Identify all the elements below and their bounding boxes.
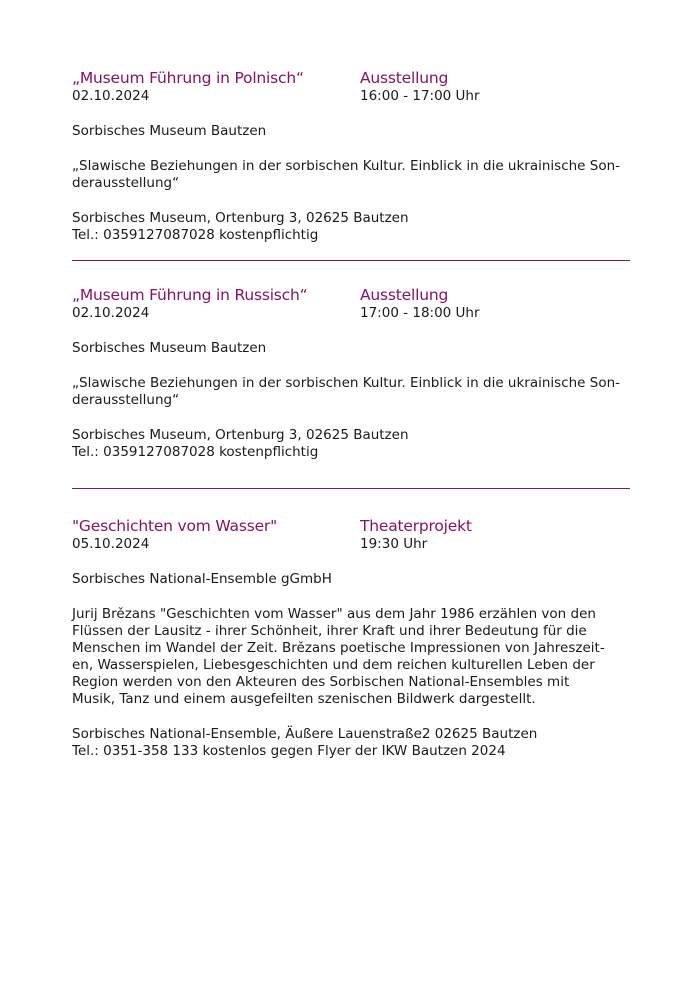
event-category: Theaterprojekt xyxy=(360,517,472,535)
description-line: derausstellung“ xyxy=(72,175,180,191)
description-line: Flüssen der Lausitz - ihrer Schönheit, ihrer Kraft und ihrer Bedeutung für die xyxy=(72,623,587,639)
event-category: Ausstellung xyxy=(360,286,449,304)
event-entry xyxy=(72,286,630,461)
event-header xyxy=(72,286,630,305)
description-line: Menschen im Wandel der Zeit. Brězans poetische Impressionen von Jahreszeit- xyxy=(72,640,605,656)
event-title: "Geschichten vom Wasser" xyxy=(72,517,278,535)
event-title: „Museum Führung in Polnisch“ xyxy=(72,69,304,87)
event-time: 19:30 Uhr xyxy=(360,536,428,552)
description-line: derausstellung“ xyxy=(72,392,180,408)
event-address xyxy=(72,427,630,461)
description-line: Musik, Tanz und einem ausgefeilten szenischen Bildwerk dargestellt. xyxy=(72,691,536,707)
event-meta xyxy=(72,536,630,553)
event-time: 16:00 - 17:00 Uhr xyxy=(360,88,480,104)
description-line: „Slawische Beziehungen in der sorbischen Kultur. Einblick in die ukrainische Son- xyxy=(72,375,621,391)
contact-line: Tel.: 0351-358 133 kostenlos gegen Flyer der IKW Bautzen 2024 xyxy=(72,743,506,759)
event-title: „Museum Führung in Russisch“ xyxy=(72,286,308,304)
event-header xyxy=(72,517,630,536)
event-description xyxy=(72,158,630,192)
description-line: Jurij Brězans "Geschichten vom Wasser" aus dem Jahr 1986 erzählen von den xyxy=(72,606,596,622)
address-line: Sorbisches National-Ensemble, Äußere Lauenstraße2 02625 Bautzen xyxy=(72,726,538,742)
description-line: Region werden von den Akteuren des Sorbischen National-Ensembles mit xyxy=(72,674,570,690)
event-organizer: Sorbisches Museum Bautzen xyxy=(72,340,267,356)
event-meta xyxy=(72,305,630,322)
event-organizer: Sorbisches Museum Bautzen xyxy=(72,123,267,139)
event-header xyxy=(72,69,630,88)
description-line: en, Wasserspielen, Liebesgeschichten und dem reichen kulturellen Leben der xyxy=(72,657,595,673)
event-date: 05.10.2024 xyxy=(72,536,150,552)
event-date: 02.10.2024 xyxy=(72,305,150,321)
event-category: Ausstellung xyxy=(360,69,449,87)
event-entry xyxy=(72,69,630,244)
event-address xyxy=(72,210,630,244)
event-meta xyxy=(72,88,630,105)
event-organizer: Sorbisches National-Ensemble gGmbH xyxy=(72,571,332,587)
event-address xyxy=(72,726,630,760)
event-description xyxy=(72,606,630,708)
section-divider xyxy=(72,488,630,489)
section-divider xyxy=(72,260,630,261)
contact-line: Tel.: 0359127087028 kostenpflichtig xyxy=(72,227,319,243)
address-line: Sorbisches Museum, Ortenburg 3, 02625 Bautzen xyxy=(72,427,409,443)
contact-line: Tel.: 0359127087028 kostenpflichtig xyxy=(72,444,319,460)
description-line: „Slawische Beziehungen in der sorbischen Kultur. Einblick in die ukrainische Son- xyxy=(72,158,621,174)
event-date: 02.10.2024 xyxy=(72,88,150,104)
event-description xyxy=(72,375,630,409)
event-time: 17:00 - 18:00 Uhr xyxy=(360,305,480,321)
event-entry xyxy=(72,517,630,760)
address-line: Sorbisches Museum, Ortenburg 3, 02625 Bautzen xyxy=(72,210,409,226)
